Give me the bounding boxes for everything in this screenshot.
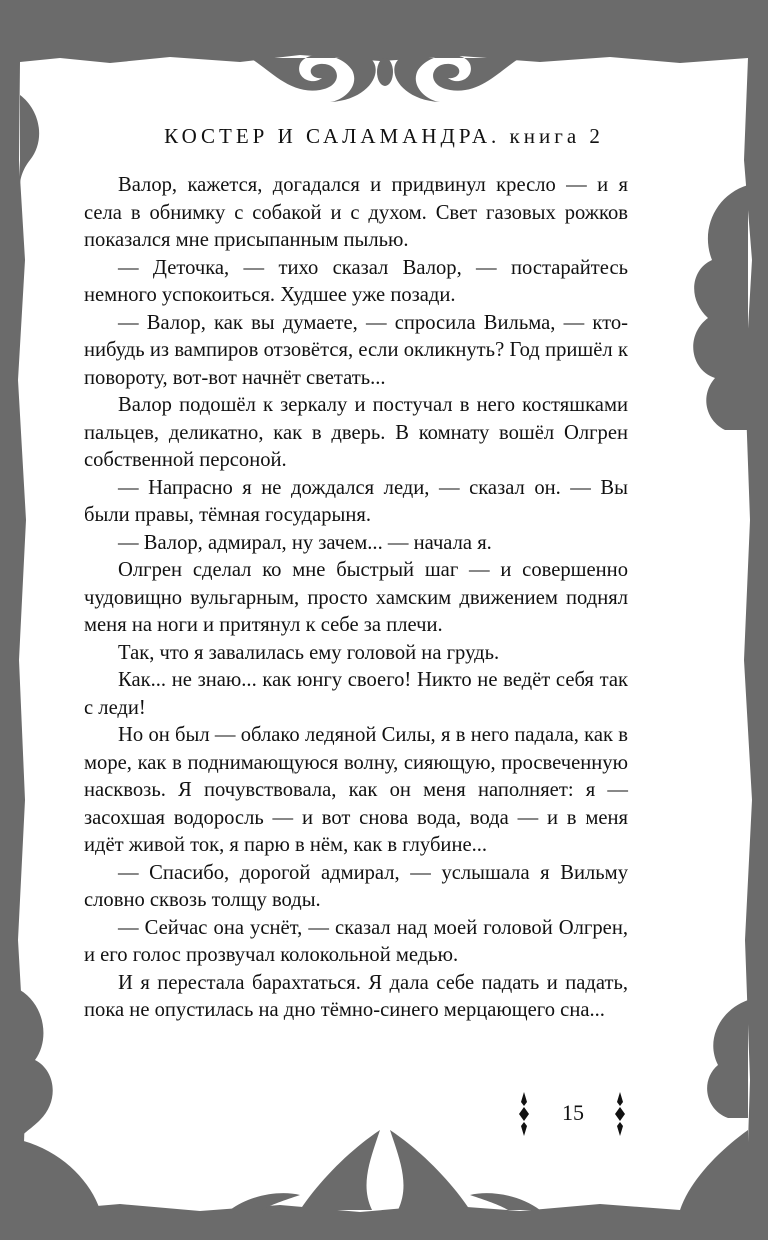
page-number-right-ornament-icon <box>612 1092 628 1136</box>
page-number: 15 <box>562 1100 584 1125</box>
paragraph: Олгрен сделал ко мне быстрый шаг — и совершенно чудовищно вульгарным, просто хамским движением поднял меня на ноги и притянул к себе за плечи. <box>84 559 628 636</box>
text-body <box>84 172 628 1025</box>
paragraph: Как... не знаю... как юнгу своего! Никто не ведёт себя так с леди! <box>84 669 628 719</box>
paragraph: — Напрасно я не дождался леди, — сказал он. — Вы были правы, тёмная государыня. <box>84 476 628 526</box>
paragraph: Валор, кажется, догадался и придвинул кресло — и я села в обнимку с собакой и с духом. Свет газовых рожков показался мне присыпанным пылью. <box>84 174 628 251</box>
paragraph: Валор подошёл к зеркалу и постучал в него костяшками пальцев, деликатно, как в дверь. В комнату вошёл Олгрен собственной персоной. <box>84 394 628 471</box>
paragraph: — Валор, адмирал, ну зачем... — начала я. <box>118 531 492 554</box>
paragraph: Но он был — облако ледяной Силы, я в него падала, как в море, как в поднимающуюся волну, сияющую, просвеченную насквозь. Я почувствовала, как он меня наполняет: я — засохшая водоросль — и вот снова вода, вода — и в меня идёт живой ток, я парю в нём, как в глубине... <box>84 724 628 856</box>
paragraph: — Валор, как вы думаете, — спросила Вильма, — кто-нибудь из вампиров отзовётся, если окликнуть? Год пришёл к повороту, вот-вот начнёт светать... <box>84 311 628 389</box>
paragraph: И я перестала барахтаться. Я дала себе падать и падать, пока не опустилась на дно тёмно-синего мерцающего сна... <box>84 971 628 1021</box>
running-head: КОСТЕР И САЛАМАНДРА. книга 2 <box>164 124 604 148</box>
paragraph: — Сейчас она уснёт, — сказал над моей головой Олгрен, и его голос прозвучал колокольной медью. <box>84 916 628 966</box>
paragraph: — Спасибо, дорогой адмирал, — услышала я Вильму словно сквозь толщу воды. <box>84 861 628 911</box>
paragraph: — Деточка, — тихо сказал Валор, — постарайтесь немного успокоиться. Худшее уже позади. <box>84 256 628 306</box>
page-number-left-ornament-icon <box>516 1092 532 1136</box>
paragraph: Так, что я завалилась ему головой на грудь. <box>118 641 500 664</box>
